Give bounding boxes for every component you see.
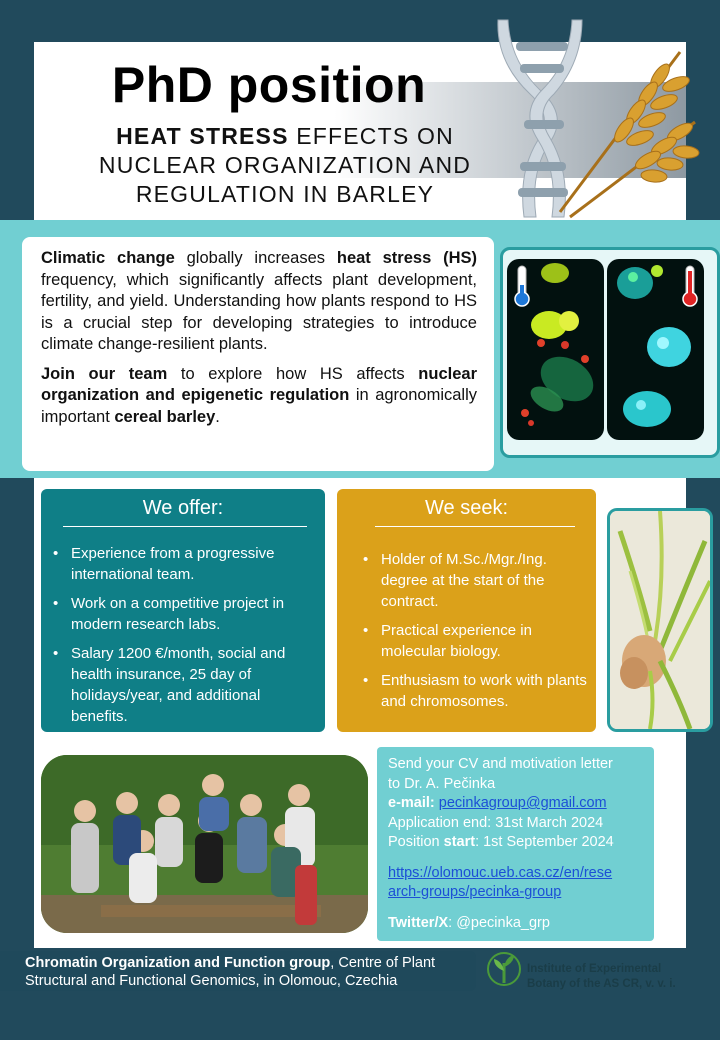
intro-bold: Join our team: [41, 364, 168, 383]
footer-box: [0, 951, 476, 991]
group-name: Chromatin Organization and Function group: [25, 955, 331, 971]
twitter-handle[interactable]: : @pecinka_grp: [448, 914, 550, 931]
offer-list: [41, 543, 319, 735]
intro-text: [41, 248, 477, 436]
offer-item: • Salary 1200 €/month, social and health insurance, 25 day of holidays/year, and additional benefits.: [41, 643, 319, 727]
contact-line2: to Dr. A. Pečinka: [388, 775, 496, 792]
institute-logo-text: [527, 962, 676, 992]
thermometer-cold-icon: [513, 265, 531, 307]
intro-text-span: .: [215, 407, 220, 426]
seek-title: We seek:: [425, 497, 508, 519]
intro-bold: nuclear organization and epigenetic regulation: [41, 364, 477, 404]
intro-bold: cereal barley: [114, 407, 216, 426]
team-photo: [41, 755, 368, 933]
intro-text-span: in agronomically important: [41, 386, 477, 426]
microscopy-image-control: [507, 259, 604, 440]
offer-item: • Experience from a progressive international team.: [41, 543, 319, 585]
seek-list: [351, 549, 591, 720]
email-label: e-mail:: [388, 795, 435, 811]
contact-line1: Send your CV and motivation letter: [388, 756, 613, 772]
twitter-label: Twitter/X: [388, 914, 449, 931]
application-end: Application end: 31st March 2024: [388, 814, 604, 831]
seek-box: [337, 489, 596, 732]
position-start: [388, 833, 614, 853]
offer-item: • Work on a competitive project in modern research labs.: [41, 593, 319, 635]
intro-bold: heat stress (HS): [336, 249, 477, 267]
seek-item: • Enthusiasm to work with plants and chromosomes.: [351, 670, 591, 712]
subtitle-bold: HEAT STRESS: [116, 123, 289, 149]
offer-divider: [63, 526, 307, 527]
subtitle-line3: REGULATION IN BARLEY: [135, 181, 435, 207]
seedling-photo: [607, 508, 713, 732]
intro-paragraph-2: [41, 364, 477, 429]
ueb-logo-icon: [486, 949, 522, 989]
thermometer-hot-icon: [681, 265, 699, 307]
subtitle-line1: EFFECTS ON: [288, 123, 454, 149]
dna-helix-icon: [490, 12, 700, 227]
group-affiliation: , Centre of Plant Structural and Functional Genomics, in Olomouc, Czechia: [25, 955, 436, 989]
email-link[interactable]: pecinkagroup@gmail.com: [438, 795, 607, 811]
group-url-link[interactable]: https://olomouc.ueb.cas.cz/en/rese: [388, 864, 613, 881]
microscopy-image-heat: [607, 259, 704, 440]
group-url-link-cont[interactable]: arch-groups/pecinka-group: [388, 884, 562, 900]
position-start-date: : 1st September 2024: [475, 834, 614, 850]
seek-divider: [375, 526, 575, 527]
subtitle-line2: NUCLEAR ORGANIZATION AND: [98, 152, 472, 178]
logo-line1: Institute of Experimental: [527, 963, 662, 975]
offer-title: We offer:: [142, 497, 224, 519]
position-start-label: Position: [388, 834, 444, 850]
intro-paragraph-1: [41, 248, 477, 356]
logo-line2: Botany of the AS CR, v. v. i.: [527, 978, 676, 990]
page-subtitle: [60, 122, 510, 209]
intro-bold: Climatic change: [41, 249, 175, 267]
intro-text-span: frequency, which significantly affects plant development, fertility, and yield. Understanding how plants respond to HS is a crucial step for developing strategies to introduce climate change-resilient plants.: [41, 270, 477, 353]
position-start-bold: start: [443, 834, 476, 850]
seek-item: • Holder of M.Sc./Mgr./Ing. degree at the start of the contract.: [351, 549, 591, 612]
seek-item: • Practical experience in molecular biology.: [351, 620, 591, 662]
footer-text: [25, 954, 470, 990]
page-title: PhD position: [111, 57, 427, 113]
intro-text-span: to explore how HS affects: [167, 364, 419, 383]
intro-text-span: globally increases: [174, 249, 337, 267]
offer-box: [41, 489, 325, 732]
wheat-icon: [560, 52, 699, 217]
contact-box: [377, 747, 654, 941]
